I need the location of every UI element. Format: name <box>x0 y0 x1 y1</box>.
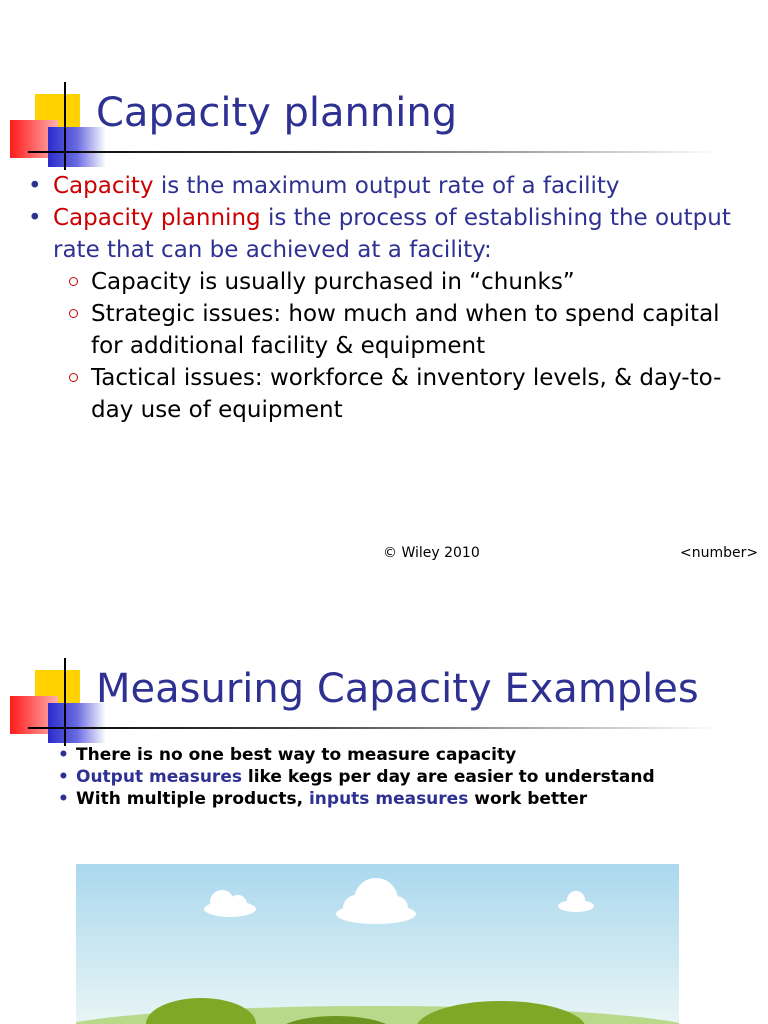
sub-list-item: Strategic issues: how much and when to spend capital for additional facility & equipment <box>53 298 750 362</box>
list-item <box>28 202 750 426</box>
footer-page-number: <number> <box>680 545 759 561</box>
term: Capacity <box>53 173 154 199</box>
sub-list-item: Capacity is usually purchased in “chunks” <box>53 266 750 298</box>
list-item <box>58 744 655 766</box>
slide-logo-icon <box>10 82 110 172</box>
list-item <box>28 170 750 202</box>
sub-list-item: Tactical issues: workforce & inventory levels, & day-to-day use of equipment <box>53 362 750 426</box>
slide-title: Measuring Capacity Examples <box>96 666 699 712</box>
bullet-text: work better <box>468 789 588 809</box>
bullet-text: With multiple products, <box>76 789 309 809</box>
landscape-illustration-icon <box>76 864 679 1024</box>
logo-vertical-line <box>64 82 66 170</box>
term: Capacity planning <box>53 205 261 231</box>
highlight-text: inputs measures <box>308 789 469 809</box>
slide-title: Capacity planning <box>96 90 458 136</box>
bullet-list <box>58 744 655 810</box>
highlight-text: Output measures <box>76 767 242 787</box>
bullet-list <box>28 170 750 426</box>
list-item <box>58 788 655 810</box>
title-underline <box>28 151 718 153</box>
title-underline <box>28 727 718 729</box>
definition: is the maximum output rate of a facility <box>153 173 620 199</box>
sub-bullet-list <box>53 266 750 426</box>
slide-logo-icon <box>10 658 110 748</box>
list-item <box>58 766 655 788</box>
slide-measuring-capacity <box>0 576 768 1024</box>
logo-vertical-line <box>64 658 66 746</box>
bullet-text: There is no one best way to measure capacity <box>76 745 517 765</box>
definition: is the process of establishing the output rate that can be achieved at a facility: <box>53 205 731 263</box>
bullet-text: like kegs per day are easier to understand <box>241 767 655 787</box>
footer-copyright: © Wiley 2010 <box>383 545 480 561</box>
